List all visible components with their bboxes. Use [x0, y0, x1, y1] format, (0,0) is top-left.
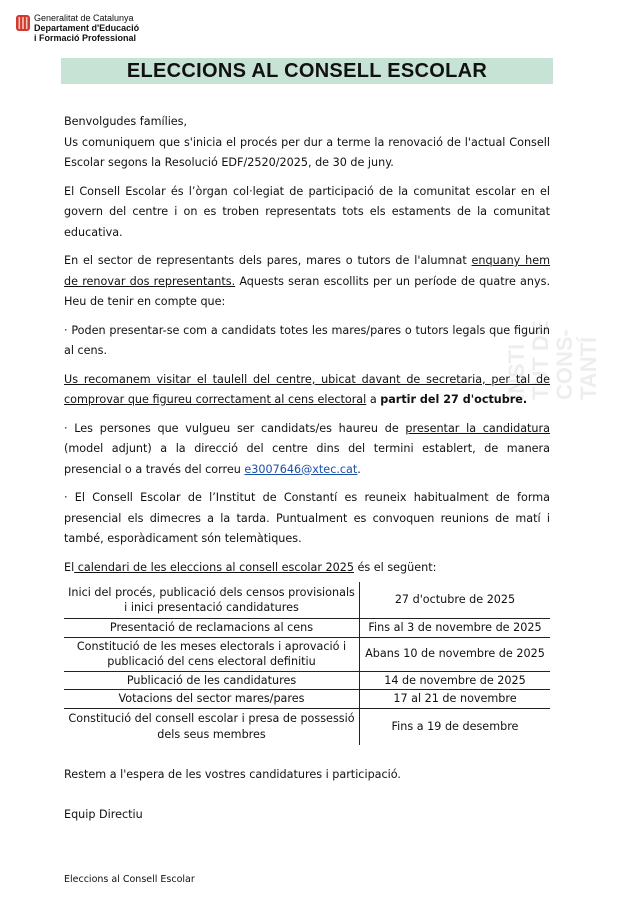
- step-cell: Constitució de les meses electorals i aprovació i publicació del cens electoral definitiu: [64, 637, 360, 671]
- table-row: [64, 637, 550, 671]
- signature: Equip Directiu: [64, 808, 143, 821]
- logo-line-2: Departament d'Educació: [34, 23, 140, 33]
- table-row: [64, 582, 550, 619]
- table-row: [64, 671, 550, 690]
- generalitat-logo: [16, 13, 139, 43]
- step-cell: Publicació de les candidatures: [64, 671, 360, 690]
- watermark: INSTI TUT DE CONS- TANTÍ: [504, 320, 601, 400]
- table-row: [64, 708, 550, 745]
- date-cell: Abans 10 de novembre de 2025: [360, 637, 551, 671]
- date-cell: 17 al 21 de novembre: [360, 690, 551, 709]
- calendar-table: [64, 582, 550, 745]
- step-cell: Constitució del consell escolar i presa de possessió dels seus membres: [68, 712, 355, 741]
- step-cell: Votacions del sector mares/pares: [64, 690, 360, 709]
- email-link[interactable]: e3007646@xtec.cat: [244, 462, 358, 476]
- paragraph-census: Us recomanem visitar el taulell del centre, ubicat davant de secretaria, per tal de comprovar que figureu correctament al cens electoral a partir del 27 d'octubre.: [64, 372, 550, 406]
- date-cell: Fins al 3 de novembre de 2025: [360, 619, 551, 638]
- paragraph-calendar-intro: El calendari de les eleccions al consell escolar 2025 és el següent:: [64, 560, 437, 574]
- step-cell: Presentació de reclamacions al cens: [64, 619, 360, 638]
- logo-line-3: i Formació Professional: [34, 33, 137, 43]
- paragraph-definition: El Consell Escolar és l’òrgan col·legiat de participació de la comunitat escolar en el govern del centre i on es troben representats tots els estaments de la comunitat educativa.: [64, 184, 550, 239]
- generalitat-emblem-icon: [16, 15, 30, 31]
- date-cell: Fins a 19 de desembre: [360, 708, 551, 745]
- greeting: Benvolgudes famílies,: [64, 115, 188, 128]
- page-title: ELECCIONS AL CONSELL ESCOLAR: [61, 58, 553, 84]
- paragraph-candidates: · Poden presentar-se com a candidats totes les mares/pares o tutors legals que figurin al cens.: [64, 323, 550, 357]
- date-cell: 27 d'octubre de 2025: [360, 582, 551, 619]
- table-row: [64, 690, 550, 709]
- letter-body: [64, 112, 550, 834]
- paragraph-submission: · Les persones que vulgueu ser candidats/es haureu de presentar la candidatura (model adjunt) a la direcció del centre dins del termini establert, de manera presencial o a través del correu e3007646@xtec.cat.: [64, 421, 550, 476]
- step-cell: Inici del procés, publicació dels censos provisionals i inici presentació candidatures: [64, 582, 360, 619]
- paragraph-meetings: · El Consell Escolar de l’Institut de Constantí es reuneix habitualment de forma presencial els dimecres a la tarda. Puntualment es convoquen reunions de matí i també, esporàdicament són telemàtiques.: [64, 491, 550, 545]
- closing: Restem a l'espera de les vostres candidatures i participació.: [64, 767, 401, 781]
- logo-line-1: Generalitat de Catalunya: [34, 13, 134, 23]
- paragraph-sector: En el sector de representants dels pares, mares o tutors de l'alumnat enquany hem de renovar dos representants. Aquests seran escollits per un període de quatre anys. Heu de tenir en compte que:: [64, 254, 550, 308]
- paragraph-intro: Us comuniquem que s'inicia el procés per dur a terme la renovació de l'actual Consell Escolar segons la Resolució EDF/2520/2025, de 30 de juny.: [64, 135, 550, 169]
- footer: Eleccions al Consell Escolar: [64, 874, 195, 885]
- table-row: [64, 619, 550, 638]
- date-cell: 14 de novembre de 2025: [360, 671, 551, 690]
